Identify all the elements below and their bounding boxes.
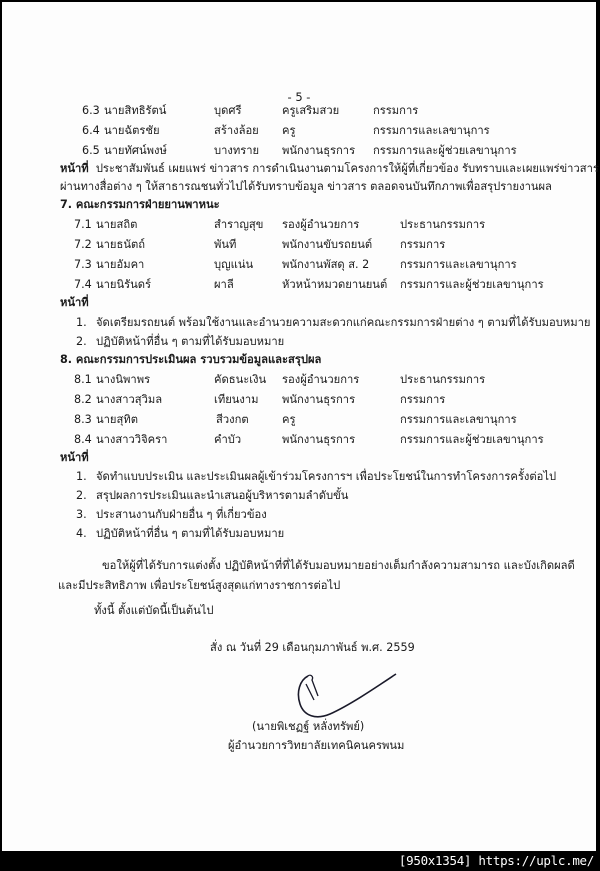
section6-duty-line1: หน้าที่ ประชาสัมพันธ์ เผยแพร่ ข่าวสาร การดำเนินงานตามโครงการให้ผู้ที่เกี่ยวข้อง รับทราบและเผยแพร่ข่าวสาร	[60, 162, 599, 175]
member-row: 8.4 นางสาววิจิครา คำบัว พนักงานธุรการ กรรมการและผู้ช่วยเลขานุการ	[74, 433, 544, 446]
member-row: 7.3 นายอัมคา บุญแน่น พนักงานพัสดุ ส. 2 กรรมการและเลขานุการ	[74, 258, 517, 271]
duty-item: 2. ปฏิบัติหน้าที่อื่น ๆ ตามที่ได้รับมอบหมาย	[76, 335, 285, 348]
closing-line2: และมีประสิทธิภาพ เพื่อประโยชน์สูงสุดแก่ทางราชการต่อไป	[58, 579, 341, 592]
watermark-bar	[0, 851, 600, 871]
section7-title: 7. คณะกรรมการฝ่ายยานพาหนะ	[60, 198, 220, 211]
section7-duty-label: หน้าที่	[60, 296, 89, 309]
page-number: - 5 -	[287, 90, 311, 104]
member-row: 8.2 นางสาวสุวิมล เทียนงาม พนักงานธุรการ กรรมการ	[74, 393, 446, 406]
effective-statement: ทั้งนี้ ตั้งแต่บัดนี้เป็นต้นไป	[94, 604, 214, 617]
order-date: สั่ง ณ วันที่ 29 เดือนกุมภาพันธ์ พ.ศ. 2559	[210, 641, 415, 654]
signer-title: ผู้อำนวยการวิทยาลัยเทคนิคนครพนม	[228, 739, 405, 752]
member-row: 8.1 นางนิพาพร คัดธนะเงิน รองผู้อำนวยการ ประธานกรรมการ	[74, 373, 486, 386]
watermark-text: [950x1354] https://uplc.me/	[398, 853, 594, 868]
duty-item: 1. จัดทำแบบประเมิน และประเมินผลผู้เข้าร่วมโครงการฯ เพื่อประโยชน์ในการทำโครงการครั้งต่อไป	[76, 470, 557, 483]
signer-name: (นายพิเชฏฐ์ หลั่งทรัพย์)	[252, 720, 365, 733]
member-row: 7.4 นายนิรันดร์ ผาลี หัวหน้าหมวดยานยนต์ กรรมการและผู้ช่วยเลขานุการ	[74, 278, 544, 291]
member-row: 7.2 นายธนัตถ์ พันที พนักงานขับรถยนต์ กรรมการ	[74, 238, 446, 251]
section8-duty-label: หน้าที่	[60, 451, 89, 464]
duty-item: 1. จัดเตรียมรถยนต์ พร้อมใช้งานและอำนวยความสะดวกแก่คณะกรรมการฝ่ายต่าง ๆ ตามที่ได้รับมอบหมาย	[76, 316, 591, 329]
duty-item: 4. ปฏิบัติหน้าที่อื่น ๆ ตามที่ได้รับมอบหมาย	[76, 527, 285, 540]
document-page	[2, 2, 599, 851]
duty-item: 3. ประสานงานกับฝ่ายอื่น ๆ ที่เกี่ยวข้อง	[76, 508, 267, 521]
duty-item: 2. สรุปผลการประเมินและนำเสนอผู้บริหารตามลำดับขั้น	[76, 489, 349, 502]
signature-icon	[290, 670, 400, 722]
member-row: 7.1 นายสถิต สำราญสุข รองผู้อำนวยการ ประธานกรรมการ	[74, 218, 486, 231]
member-row: 6.4 นายฉัตรชัย สร้างล้อย ครู กรรมการและเลขานุการ	[82, 124, 490, 137]
closing-line1: ขอให้ผู้ที่ได้รับการแต่งตั้ง ปฏิบัติหน้าที่ที่ได้รับมอบหมายอย่างเต็มกำลังความสามารถ และบังเกิดผลดี	[102, 559, 575, 572]
member-row: 6.3 นายสิทธิรัตน์ บุดศรี ครูเสริมสวย กรรมการ	[82, 104, 419, 117]
member-row: 8.3 นายสุทิต สีวงกต ครู กรรมการและเลขานุการ	[74, 413, 517, 426]
section6-duty-line2: ผ่านทางสื่อต่าง ๆ ให้สาธารณชนทั่วไปได้รับทราบข้อมูล ข่าวสาร ตลอดจนบันทึกภาพเพื่อสรุปรายงานผล	[60, 180, 552, 193]
member-row: 6.5 นายทัศน์พงษ์ บางทราย พนักงานธุรการ กรรมการและผู้ช่วยเลขานุการ	[82, 144, 517, 157]
section8-title: 8. คณะกรรมการประเมินผล รวบรวมข้อมูลและสรุปผล	[60, 353, 322, 366]
